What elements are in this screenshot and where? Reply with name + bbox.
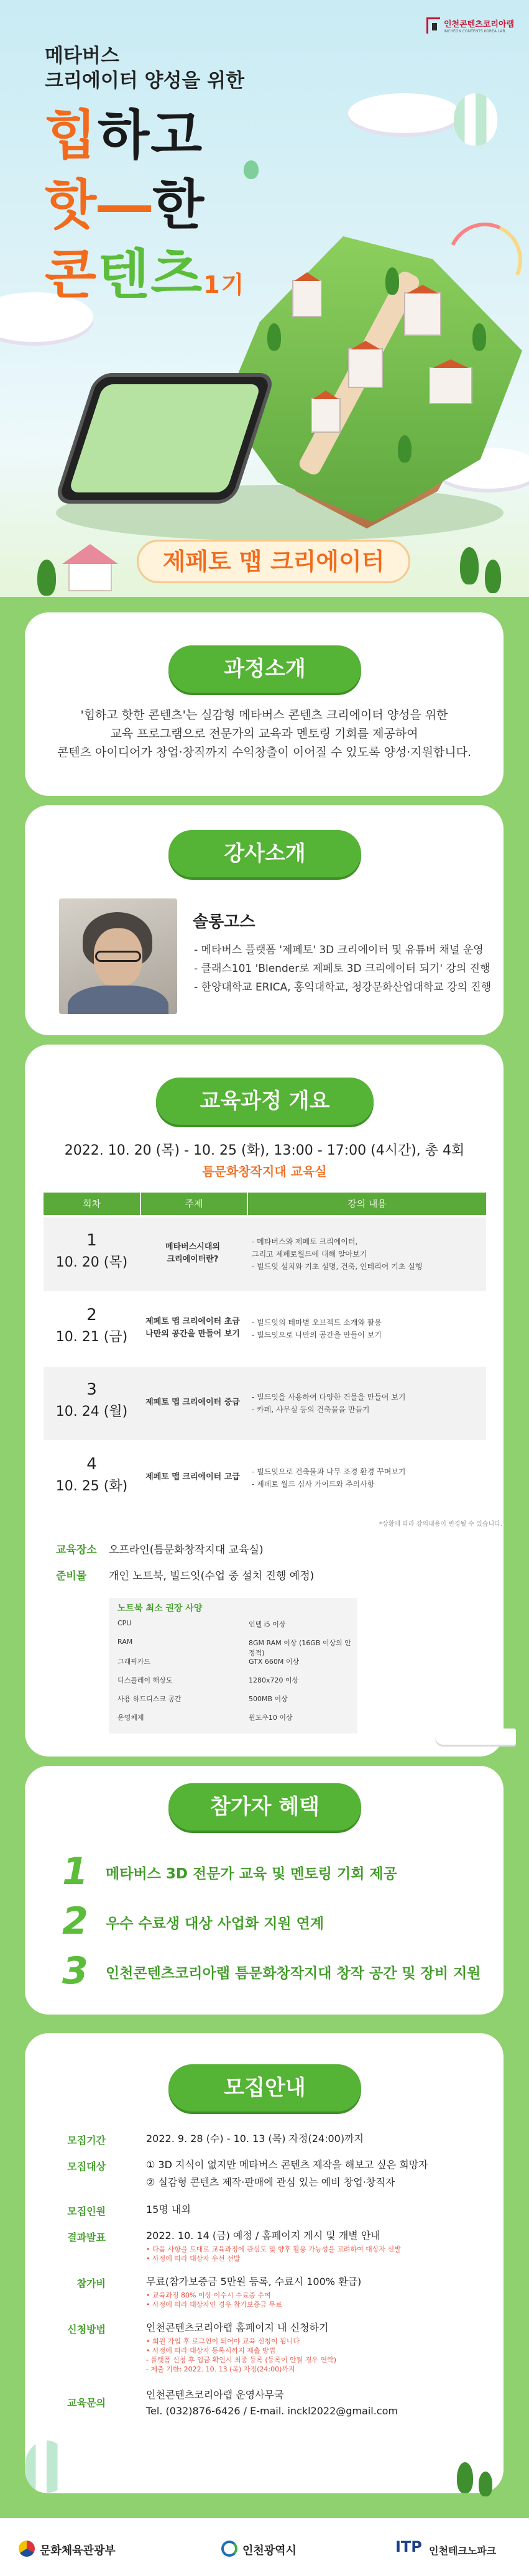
title-line-3: [45, 244, 245, 316]
tree-icon: [385, 267, 399, 295]
spec-value: 8GM RAM 이상 (16GB 이상의 안정적): [249, 1639, 351, 1657]
title-char: 콘: [45, 244, 98, 306]
table-row: [44, 1441, 486, 1515]
session-content: - 카페, 사무실 등의 건축물을 만들기: [252, 1405, 370, 1414]
session-content: 그리고 제페토월드에 대해 알아보기: [252, 1250, 367, 1258]
session-content: - 빌드잇을 사용하여 다양한 건물을 만들어 보기: [252, 1393, 406, 1401]
place-value: 오프라인(틈문화창작지대 교육실): [109, 1544, 264, 1556]
program-banner: 제페토 맵 크리에이터: [162, 548, 385, 575]
count-value: 15명 내외: [146, 2204, 191, 2215]
spec-value: 500MB 이상: [249, 1695, 288, 1703]
target-value: ① 3D 지식이 없지만 메타버스 콘텐츠 제작을 해보고 싶은 희망자: [146, 2159, 428, 2171]
session-content: - 빌드잇으로 나만의 공간을 만들어 보기: [252, 1331, 382, 1339]
fee-note: • 교육과정 80% 이상 이수시 수료증 수여: [146, 2291, 271, 2299]
session-topic: 크리에이터란?: [167, 1255, 219, 1264]
cloud: [348, 93, 460, 133]
logo-subtext: INCHEON CONTENTS KOREA LAB: [444, 29, 505, 34]
fee-note: • 사정에 따라 대상자인 경우 참가보증금 무료: [146, 2301, 282, 2309]
table-header: 강의 내용: [248, 1193, 486, 1215]
apply-note: • 사정에 따라 대상자 등록시까지 제출 방법: [146, 2347, 276, 2355]
glasses-icon: [95, 951, 141, 962]
apply-note: - 플랫폼 신청 후 입금 확인시 최종 등록 (등록이 안될 경우 연락): [146, 2356, 337, 2364]
laptop-spec-box: [109, 1598, 357, 1733]
spec-key: 운영체제: [117, 1714, 144, 1722]
tree-icon: [485, 560, 501, 593]
fee-value: 무료(참가보증금 5만원 등록, 수료시 100% 환급): [146, 2276, 362, 2287]
course-schedule: 2022. 10. 20 (목) - 10. 25 (화), 13:00 - 17:00 (4시간), 총 4회: [64, 1143, 465, 1158]
spec-key: 디스플레이 해상도: [117, 1676, 173, 1684]
tree-icon: [472, 323, 486, 351]
table-header: 회차: [44, 1193, 140, 1215]
result-note: • 사정에 따라 대상자 우선 선발: [146, 2255, 241, 2263]
subtitle-line: 메타버스: [45, 45, 119, 67]
session-content: - 빌드잇 설치와 기초 설명, 건축, 인테리어 기초 실행: [252, 1262, 423, 1271]
logo-mark-icon: [426, 17, 440, 34]
spec-key: RAM: [117, 1638, 133, 1646]
table-row: [44, 1367, 486, 1440]
session-date: 10. 25 (화): [55, 1479, 128, 1494]
title-char: 하고: [98, 104, 204, 167]
spec-value: 인텔 i5 이상: [249, 1620, 286, 1628]
title-char: 핫: [45, 174, 98, 236]
intro-line: 교육 프로그램으로 전문가의 교육과 멘토링 기회를 제공하여: [110, 727, 418, 741]
instructor-career: - 메타버스 플랫폼 '제페토' 3D 크리에이터 및 유튜버 채널 운영: [194, 944, 484, 956]
place-label: 교육장소: [56, 1544, 97, 1556]
apply-note: - 제출 기한: 2022. 10. 13 (목) 자정(24:00)까지: [146, 2365, 295, 2373]
session-number: 1: [86, 1231, 97, 1250]
tree-icon: [37, 560, 56, 596]
instructor-photo: [59, 898, 177, 1014]
building-icon: [311, 398, 341, 433]
apply-label: 신청방법: [67, 2324, 106, 2335]
target-value: ② 실감형 콘텐츠 제작·판매에 관심 있는 예비 창업·창직자: [146, 2176, 395, 2188]
spec-key: 그래픽카드: [117, 1658, 151, 1666]
session-date: 10. 21 (금): [55, 1329, 128, 1345]
tree-icon: [267, 323, 281, 351]
session-date: 10. 24 (월): [55, 1404, 128, 1420]
intro-line: '힙하고 핫한 콘텐츠'는 실감형 메타버스 콘텐츠 크리에이터 양성을 위한: [80, 708, 448, 722]
benefits-heading: 참가자 혜택: [168, 1783, 361, 1830]
instructor-career: - 한양대학교 ERICA, 홍익대학교, 청강문화산업대학교 강의 진행: [194, 981, 492, 994]
contact-value: 인천콘텐츠코리아랩 운영사무국: [146, 2389, 284, 2401]
smartphone-illustration: [53, 373, 276, 504]
footer-org: 인천테크노파크: [429, 2545, 497, 2557]
building-icon: [404, 292, 441, 336]
title-char: 한: [152, 174, 206, 236]
hot-air-balloon-icon: [244, 160, 259, 179]
spec-title: 노트북 최소 권장 사양: [117, 1604, 203, 1613]
footer-org: 문화체육관광부: [40, 2544, 116, 2557]
benefit-number: 3: [62, 1949, 88, 1993]
prep-value: 개인 노트북, 빌드잇(수업 중 설치 진행 예정): [109, 1570, 315, 1582]
instructor-career: - 클래스101 'Blender로 제페토 3D 크리에이터 되기' 강의 진행: [194, 963, 490, 975]
instructor-heading: 강사소개: [168, 830, 361, 877]
session-date: 10. 20 (목): [55, 1255, 128, 1270]
table-row: [44, 1217, 486, 1291]
footer-org: 인천광역시: [242, 2544, 297, 2557]
count-label: 모집인원: [67, 2205, 106, 2217]
title-cohort: 1기: [203, 271, 246, 298]
tree-icon: [398, 435, 412, 463]
hot-air-balloon-icon: [454, 93, 497, 145]
footer: [0, 2518, 529, 2576]
contact-label: 교육문의: [67, 2397, 106, 2409]
prep-label: 준비물: [56, 1570, 87, 1582]
session-topic: 제페토 맵 크리에이터 중급: [145, 1398, 240, 1407]
hero-subtitle: [45, 44, 244, 93]
session-content: - 제페토 월드 심사 가이드와 주의사항: [252, 1480, 375, 1489]
benefit-number: 1: [62, 1850, 88, 1893]
tree-icon: [460, 547, 479, 584]
title-line-1: [45, 104, 203, 167]
apply-note: • 회원 가입 후 로그인이 되어야 교육 신청이 됩니다: [146, 2337, 300, 2345]
airplane-icon: [435, 1729, 516, 1745]
session-content: - 빌드잇으로 건축물과 나무 조경 환경 꾸며보기: [252, 1467, 406, 1476]
session-topic: 제페토 맵 크리에이터 고급: [145, 1472, 240, 1482]
contact-value: Tel. (032)876-6426 / E-mail. inckl2022@gmail.com: [146, 2405, 398, 2417]
house-icon: [68, 563, 112, 591]
benefit-text: 우수 수료생 대상 사업화 지원 연계: [106, 1916, 324, 1932]
target-label: 모집대상: [67, 2161, 106, 2172]
table-header: 주제: [141, 1193, 247, 1215]
hot-air-balloon-icon: [25, 2440, 68, 2493]
session-topic: 제페토 맵 크리에이터 초급: [145, 1317, 240, 1326]
session-number: 3: [86, 1380, 97, 1399]
benefit-text: 메타버스 3D 전문가 교육 및 멘토링 기회 제공: [106, 1866, 397, 1882]
period-label: 모집기간: [67, 2135, 106, 2146]
table-row: [44, 1292, 486, 1365]
instructor-name: 솔롱고스: [193, 913, 255, 931]
spec-value: 1280x720 이상: [249, 1676, 299, 1684]
spec-key: CPU: [117, 1619, 132, 1627]
course-heading: 교육과정 개요: [156, 1078, 374, 1125]
hero-poster: [0, 0, 529, 597]
session-number: 2: [86, 1306, 97, 1324]
brand-logo: [426, 17, 514, 34]
ministry-logo-icon: [19, 2541, 35, 2557]
session-number: 4: [86, 1455, 97, 1474]
benefit-number: 2: [62, 1900, 88, 1943]
building-icon: [292, 280, 322, 317]
title-line-2: [45, 174, 205, 236]
title-char: ―: [98, 174, 153, 236]
body: [68, 986, 168, 1014]
result-note: • 다음 사항을 토대로 교육과정에 관심도 및 향후 활용 가능성을 고려하여 대상자 선발: [146, 2245, 401, 2253]
spec-key: 사용 하드디스크 공간: [117, 1695, 182, 1703]
session-content: - 빌드잇의 테마별 오브젝트 소개와 활용: [252, 1318, 382, 1327]
table-note: *상황에 따라 강의내용이 변경될 수 있습니다.: [379, 1521, 502, 1528]
session-topic: 메타버스시대의: [165, 1242, 220, 1252]
session-topic: 나만의 공간을 만들어 보기: [145, 1329, 240, 1339]
itp-logo: ITP: [395, 2538, 422, 2555]
spec-value: GTX 660M 이상: [249, 1658, 300, 1666]
period-value: 2022. 9. 28 (수) - 10. 13 (목) 자정(24:00)까지: [146, 2133, 364, 2144]
spec-value: 윈도우10 이상: [249, 1714, 293, 1722]
title-char: 텐츠: [98, 244, 204, 306]
building-icon: [348, 348, 383, 388]
result-value: 2022. 10. 14 (금) 예정 / 홈페이지 게시 및 개별 안내: [146, 2230, 380, 2241]
phone-screen: [68, 384, 262, 492]
tree-icon: [479, 2472, 492, 2496]
tree-icon: [457, 2462, 473, 2493]
course-place: 틈문화창작지대 교육실: [202, 1164, 327, 1179]
incheon-logo-icon: [221, 2541, 237, 2557]
result-label: 결과발표: [67, 2232, 106, 2243]
building-icon: [429, 367, 472, 404]
intro-line: 콘텐츠 아이디어가 창업·창직까지 수익창출이 이어질 수 있도록 양성·지원합니다.: [57, 746, 472, 759]
recruit-heading: 모집안내: [168, 2064, 361, 2112]
session-content: - 메타버스와 제페토 크리에이터,: [252, 1237, 358, 1246]
intro-heading: 과정소개: [168, 645, 361, 693]
subtitle-line: 크리에이터 양성을 위한: [45, 70, 245, 92]
title-char: 힙: [45, 104, 98, 167]
apply-value: 인천콘텐츠코리아랩 홈페이지 내 신청하기: [146, 2322, 329, 2334]
logo-name: 인천콘텐츠코리아랩: [444, 20, 515, 29]
fee-label: 참가비: [76, 2278, 106, 2289]
benefit-text: 인천콘텐츠코리아랩 틈문화창작지대 창작 공간 및 장비 지원: [106, 1965, 481, 1982]
intro-panel: [25, 612, 504, 796]
